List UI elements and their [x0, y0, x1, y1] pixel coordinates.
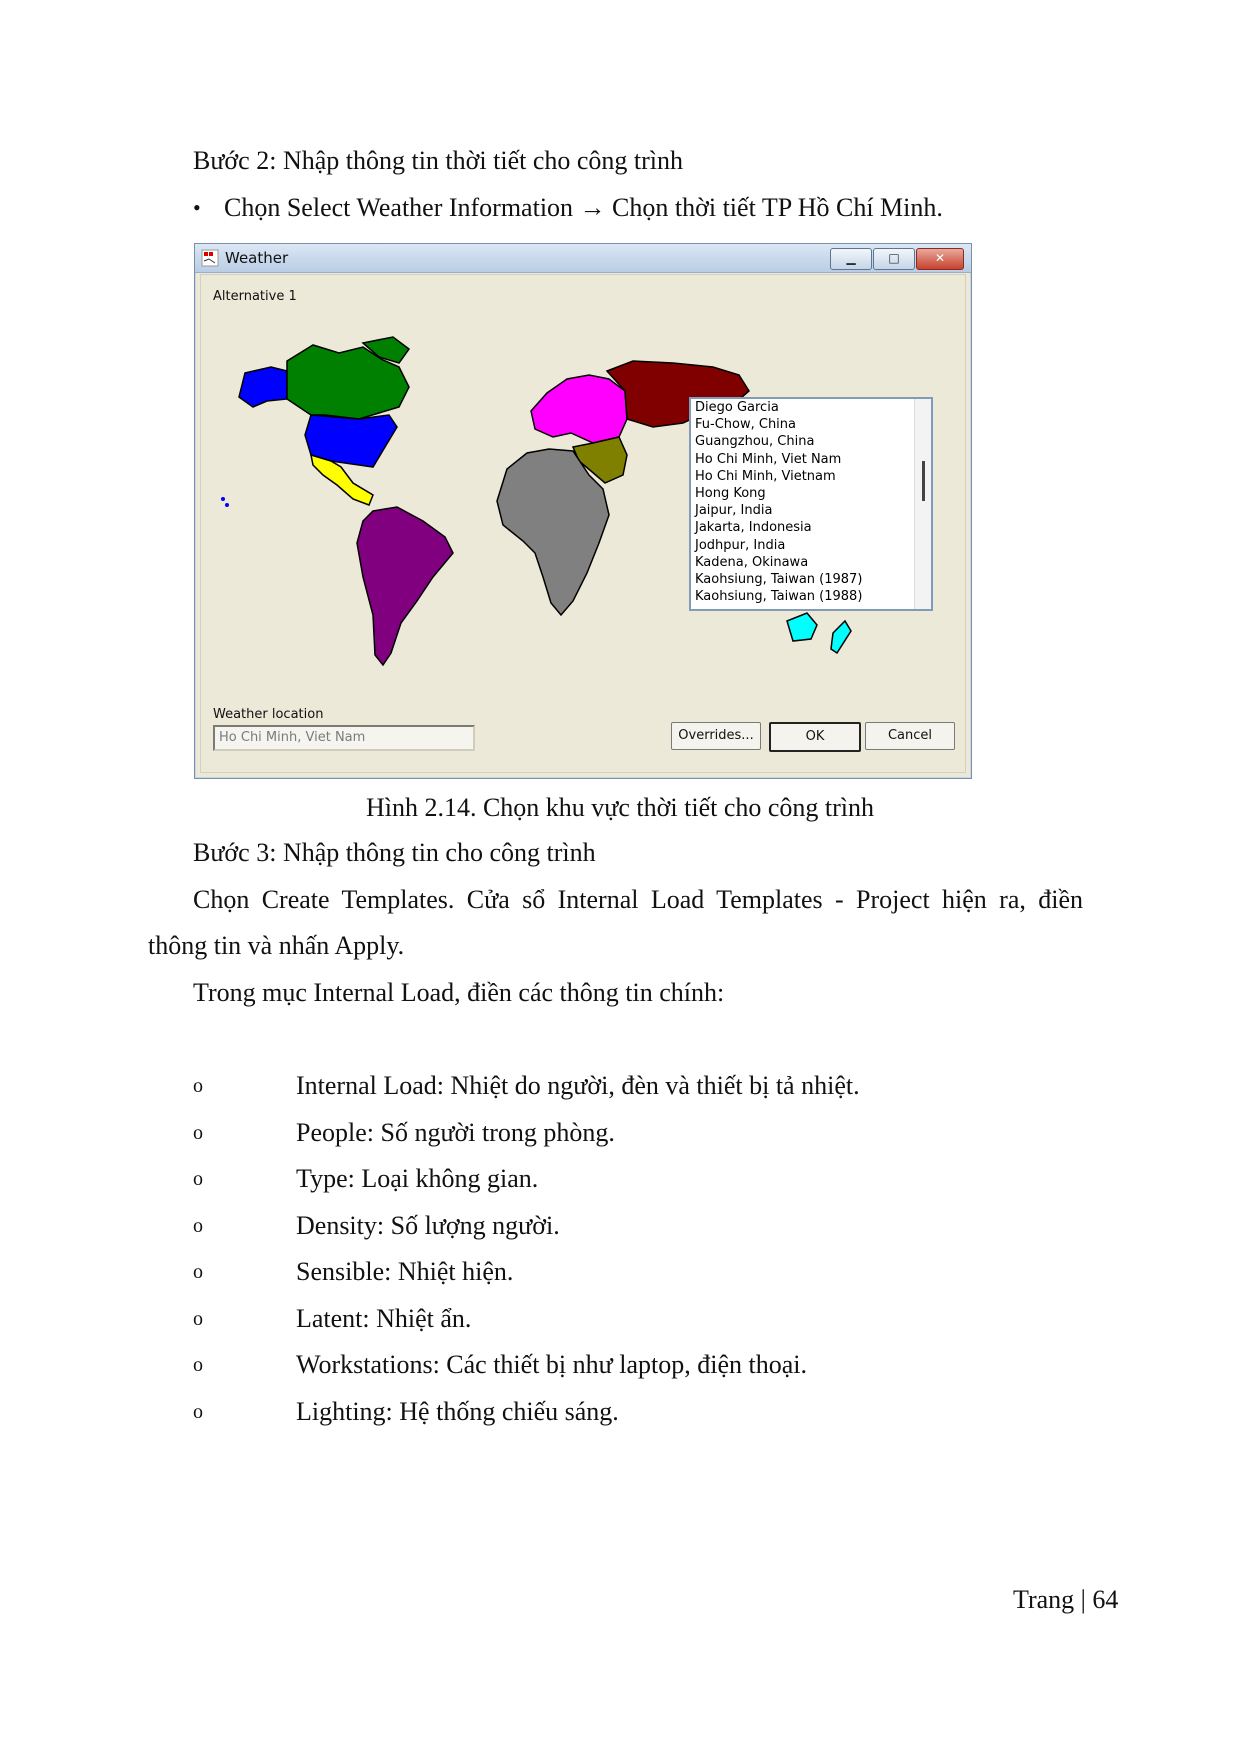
circle-bullet: o [193, 1400, 203, 1423]
list-item: People: Số người trong phòng. [296, 1117, 615, 1147]
circle-bullet: o [193, 1261, 203, 1283]
circle-bullet: o [193, 1214, 203, 1237]
location-item[interactable]: Kadena, Okinawa [695, 554, 809, 570]
list-item: Density: Số lượng người. [296, 1210, 560, 1240]
weather-location-field[interactable]: Ho Chi Minh, Viet Nam [213, 725, 475, 751]
app-icon [201, 249, 219, 267]
scrollbar-thumb[interactable] [922, 461, 925, 501]
list-item: Workstations: Các thiết bị như laptop, điện thoại. [296, 1350, 807, 1379]
maximize-button[interactable]: □ [873, 248, 915, 270]
location-item[interactable]: Ho Chi Minh, Viet Nam [695, 451, 842, 467]
list-scrollbar[interactable] [914, 399, 931, 609]
list-item: Latent: Nhiệt ẩn. [296, 1303, 472, 1333]
minimize-button[interactable]: ▁ [830, 248, 872, 270]
region-australia [787, 613, 817, 641]
region-hawaii [221, 497, 225, 501]
list-item: Type: Loại không gian. [296, 1164, 539, 1193]
list-item: Internal Load: Nhiệt do người, đèn và thiết bị tả nhiệt. [296, 1071, 860, 1100]
region-alaska [239, 367, 287, 407]
ok-button[interactable]: OK [769, 722, 861, 752]
weather-window [194, 243, 972, 779]
region-south-america [357, 507, 453, 665]
location-item[interactable]: Kaohsiung, Taiwan (1988) [695, 589, 863, 605]
cancel-button[interactable]: Cancel [865, 722, 955, 750]
weather-location-label: Weather location [213, 707, 324, 722]
region-new-zealand [831, 621, 851, 653]
circle-bullet: o [193, 1121, 203, 1144]
overrides-button[interactable]: Overrides... [671, 722, 761, 750]
window-client [200, 274, 966, 773]
step2-heading: Bước 2: Nhập thông tin thời tiết cho công trình [193, 146, 684, 175]
location-item[interactable]: Diego Garcia [695, 400, 779, 415]
window-title: Weather [225, 249, 289, 267]
location-item[interactable]: Kaohsiung, Taiwan (1987) [695, 571, 863, 587]
location-list[interactable] [689, 397, 933, 611]
location-item[interactable]: Ho Chi Minh, Vietnam [695, 468, 836, 484]
location-items [691, 399, 931, 605]
close-button[interactable]: ✕ [916, 248, 964, 270]
paragraph-line-2: thông tin và nhấn Apply. [148, 931, 405, 960]
circle-bullet: o [193, 1307, 203, 1330]
location-item[interactable]: Jaipur, India [695, 503, 773, 519]
circle-bullet: o [193, 1168, 203, 1190]
location-item[interactable]: Jakarta, Indonesia [695, 520, 812, 536]
list-item: Sensible: Nhiệt hiện. [296, 1257, 514, 1286]
page-footer: Trang | 64 [1013, 1585, 1119, 1614]
circle-bullet: o [193, 1354, 203, 1376]
step3-heading: Bước 3: Nhập thông tin cho công trình [193, 838, 596, 867]
location-item[interactable]: Jodhpur, India [695, 537, 786, 553]
figure-caption: Hình 2.14. Chọn khu vực thời tiết cho công trình [365, 793, 875, 822]
list-item: Lighting: Hệ thống chiếu sáng. [296, 1396, 619, 1426]
paragraph-internal-load: Trong mục Internal Load, điền các thông tin chính: [193, 978, 725, 1007]
bullet-dot: • [193, 195, 201, 220]
bullet-select-weather: Chọn Select Weather Information → Chọn thời tiết TP Hồ Chí Minh. [224, 193, 943, 222]
alternative-label: Alternative 1 [213, 289, 297, 304]
paragraph-line-1: Chọn Create Templates. Cửa sổ Internal Load Templates - Project hiện ra, điền [193, 885, 1083, 914]
title-bar [195, 244, 971, 273]
location-item[interactable]: Hong Kong [695, 485, 766, 501]
region-africa [497, 449, 609, 615]
region-europe [531, 375, 627, 443]
location-item[interactable]: Fu-Chow, China [695, 417, 796, 433]
circle-bullet: o [193, 1075, 203, 1097]
location-item[interactable]: Guangzhou, China [695, 434, 815, 450]
